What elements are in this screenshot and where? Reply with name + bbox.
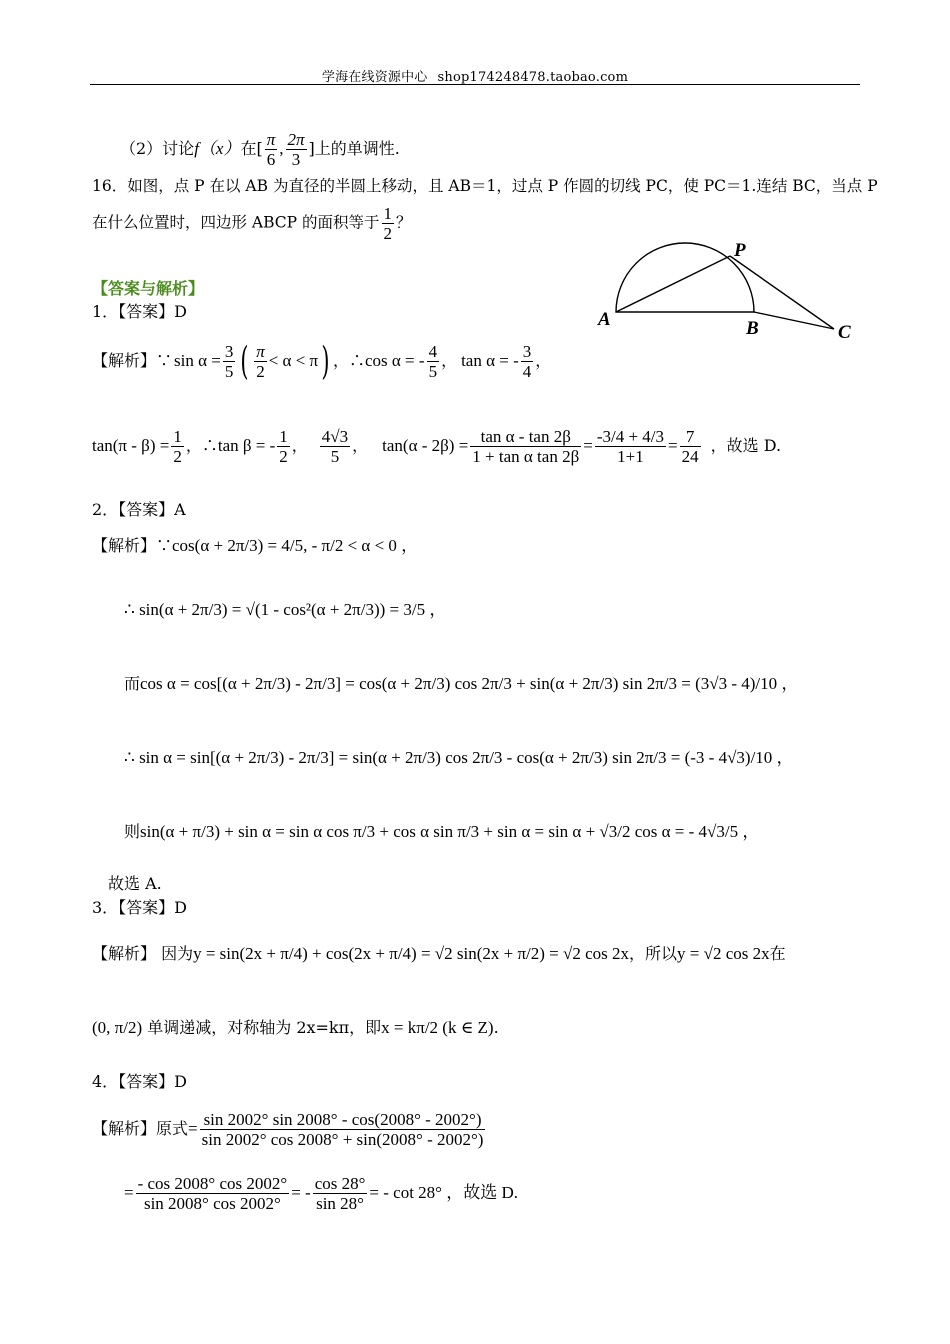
q16-line1: 16．如图，点 P 在以 AB 为直径的半圆上移动，且 AB＝1，过点 P 作圆的切线 PC，使 PC＝1.连结 BC，当点 P: [92, 177, 878, 195]
q15-frac1: $\frac{\pi}{6}$: [266, 130, 276, 169]
a3-line1: 【解析】 因为y = sin(2x + π/4) + cos(2x + π/4) = √2 sin(2x + π/2) = √2 cos 2x，所以y = √2 cos 2x在: [92, 944, 786, 963]
a4-head: 4．【答案】D: [92, 1072, 188, 1091]
segment-AP: [616, 256, 730, 312]
label-C: C: [838, 322, 851, 343]
a4-line1: 【解析】原式 = $\frac{\sin 2002^\circ \sin 2008^\circ - \cos(2008^\circ - 2002^\circ)}{\sin 2002^\circ \cos 2008^\circ + \sin(2008^\circ - 2002^\circ)}$: [92, 1109, 484, 1149]
semicircle-figure: [590, 232, 860, 347]
a1-row2: tan(π - β) = $\frac{1}{2}$ ，∴ tan β = - $\frac{1}{2}$ ， $\frac{4√3}{5}$ ， tan(α - 2β) = $\frac{\text{tan α - tan 2β}}{\text{1 + tan α tan 2β}}$ = $\frac{-3/4 + 4/3}{1+1}$ = $\frac{7}{24}$ ，故选 D.: [92, 426, 782, 466]
answers-title: 【答案与解析】: [92, 279, 205, 298]
q15-fx: f（x）: [194, 139, 241, 158]
page-header: [0, 66, 950, 85]
a1-row1: 【解析】∵ sin α = $\frac{3}{5}$ ( $\frac{\pi}{2}$ < α < π ) ，∴ cos α = - $\frac{4}{5}$ ， tan α = - $\frac{3}{4}$ ，: [92, 339, 552, 383]
q16-line2: 在什么位置时，四边形 ABCP 的面积等于 $\frac{1}{2}$ ？: [92, 204, 412, 243]
q15-text-c: ]上的单调性.: [308, 139, 400, 158]
header-shop: shop174248478.taobao.com: [437, 70, 629, 85]
header-site: 学海在线资源中心: [321, 70, 428, 85]
q15-text-a: （2）讨论: [120, 139, 195, 158]
q15-text-b: 在[: [240, 139, 263, 158]
q16-frac: $\frac{1}{2}$: [383, 204, 393, 243]
q15-frac2: $\frac{2\pi}{3}$: [287, 130, 305, 169]
a2-line1: 【解析】∵cos(α + 2π/3) = 4/5, - π/2 < α < 0 ，: [92, 536, 419, 555]
a2-line3: 而cos α = cos[(α + 2π/3) - 2π/3] = cos(α + 2π/3) cos 2π/3 + sin(α + 2π/3) sin 2π/3 = (3√3 - 4)/10 ，: [124, 674, 799, 693]
label-A: A: [598, 309, 611, 330]
a2-end: 故选 A.: [108, 874, 162, 893]
a4-line2: = $\frac{- \cos 2008^\circ \cos 2002^\circ}{\sin 2008^\circ \cos 2002^\circ}$ = - $\frac{\cos 28^\circ}{\sin 28^\circ}$ = - cot 28° ，故选 D.: [124, 1173, 518, 1213]
a2-line5: 则sin(α + π/3) + sin α = sin α cos π/3 + cos α sin π/3 + sin α = sin α + √3/2 cos α = - 4√3/5 ，: [124, 822, 760, 841]
a2-line2: ∴ sin(α + 2π/3) = √(1 - cos²(α + 2π/3)) = 3/5 ，: [124, 600, 447, 619]
a2-head: 2．【答案】A: [92, 500, 186, 519]
label-P: P: [734, 240, 746, 261]
a2-line4: ∴ sin α = sin[(α + 2π/3) - 2π/3] = sin(α + 2π/3) cos 2π/3 - cos(α + 2π/3) sin 2π/3 = (-3 - 4√3)/10 ，: [124, 748, 794, 767]
header-rule: [90, 84, 860, 85]
a3-line2: (0, π/2) 单调递减，对称轴为 2x=kπ，即x = kπ/2 (k ∈ Z).: [92, 1018, 499, 1037]
a3-head: 3．【答案】D: [92, 898, 188, 917]
q15-part2: （2）讨论f（x）在[ $\frac{\pi}{6}$ , $\frac{2\pi}{3}$ ]上的单调性.: [120, 130, 400, 169]
a1-head: 1．【答案】D: [92, 302, 188, 321]
label-B: B: [746, 318, 759, 339]
